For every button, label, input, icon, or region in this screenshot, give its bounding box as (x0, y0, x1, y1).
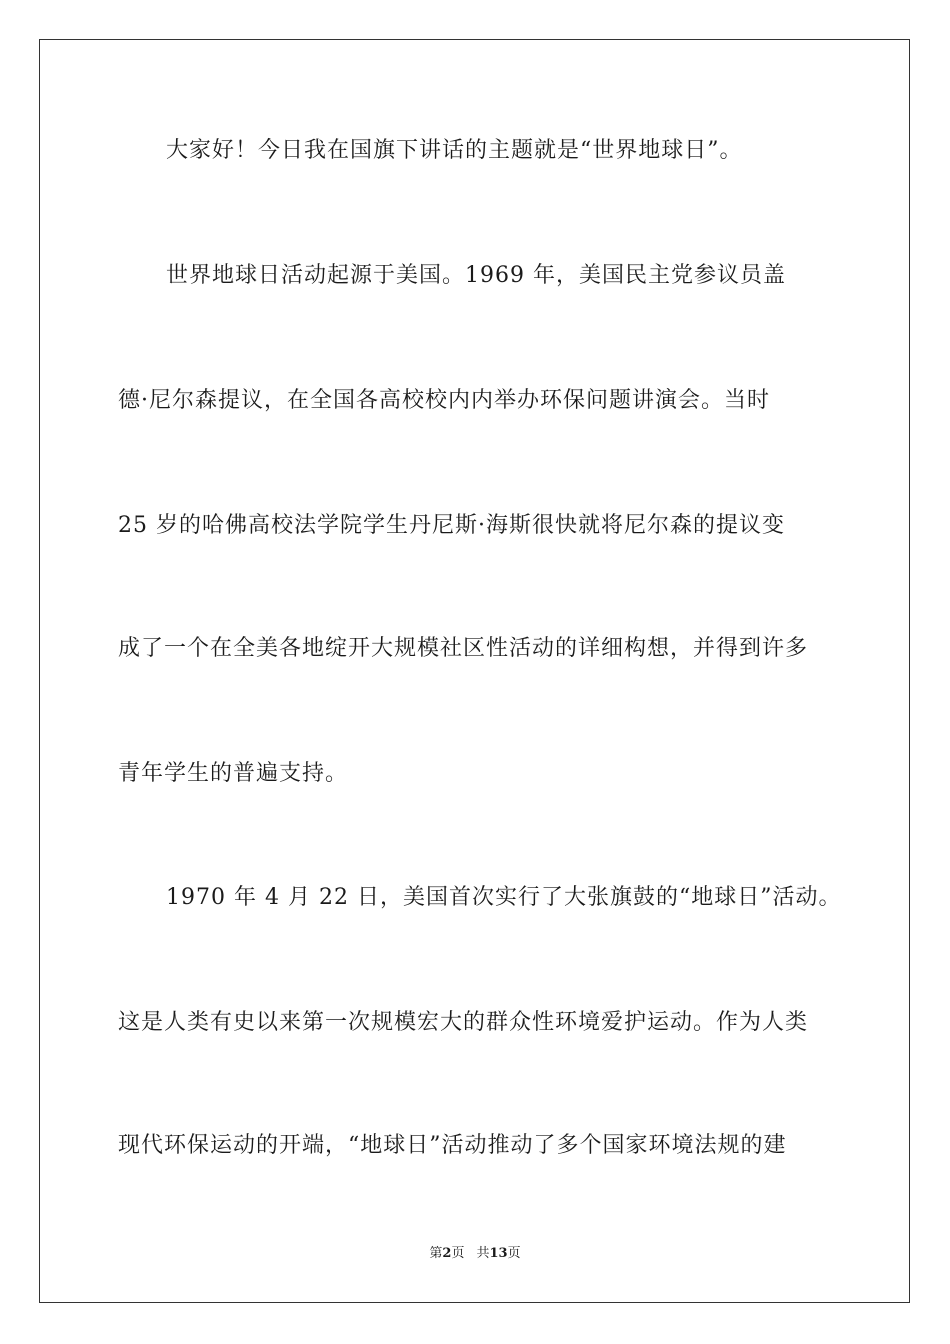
total-pages: 13 (489, 1246, 508, 1261)
page-footer (0, 1244, 950, 1264)
total-suffix: 页 (507, 1246, 521, 1261)
paragraph-line: 成了一个在全美各地绽开大规模社区性活动的详细构想，并得到许多 (118, 636, 809, 661)
page-prefix: 第 (429, 1246, 443, 1261)
paragraph-line: 德·尼尔森提议，在全国各高校校内内举办环保问题讲演会。当时 (118, 388, 770, 413)
paragraph-line: 世界地球日活动起源于美国。1969 年，美国民主党参议员盖 (166, 263, 786, 288)
paragraph-line: 大家好！今日我在国旗下讲话的主题就是“世界地球日”。 (166, 138, 743, 163)
paragraph-line: 25 岁的哈佛高校法学院学生丹尼斯·海斯很快就将尼尔森的提议变 (118, 513, 785, 538)
page-border (39, 39, 910, 1303)
paragraph-line: 现代环保运动的开端，“地球日”活动推动了多个国家环境法规的建 (118, 1133, 787, 1158)
total-prefix: 共 (476, 1246, 490, 1261)
page-number: 2 (442, 1246, 452, 1261)
page-suffix: 页 (451, 1246, 465, 1261)
paragraph-line: 1970 年 4 月 22 日，美国首次实行了大张旗鼓的“地球日”活动。 (166, 885, 842, 910)
paragraph-line: 青年学生的普遍支持。 (118, 761, 349, 786)
paragraph-line: 这是人类有史以来第一次规模宏大的群众性环境爱护运动。作为人类 (118, 1010, 809, 1035)
